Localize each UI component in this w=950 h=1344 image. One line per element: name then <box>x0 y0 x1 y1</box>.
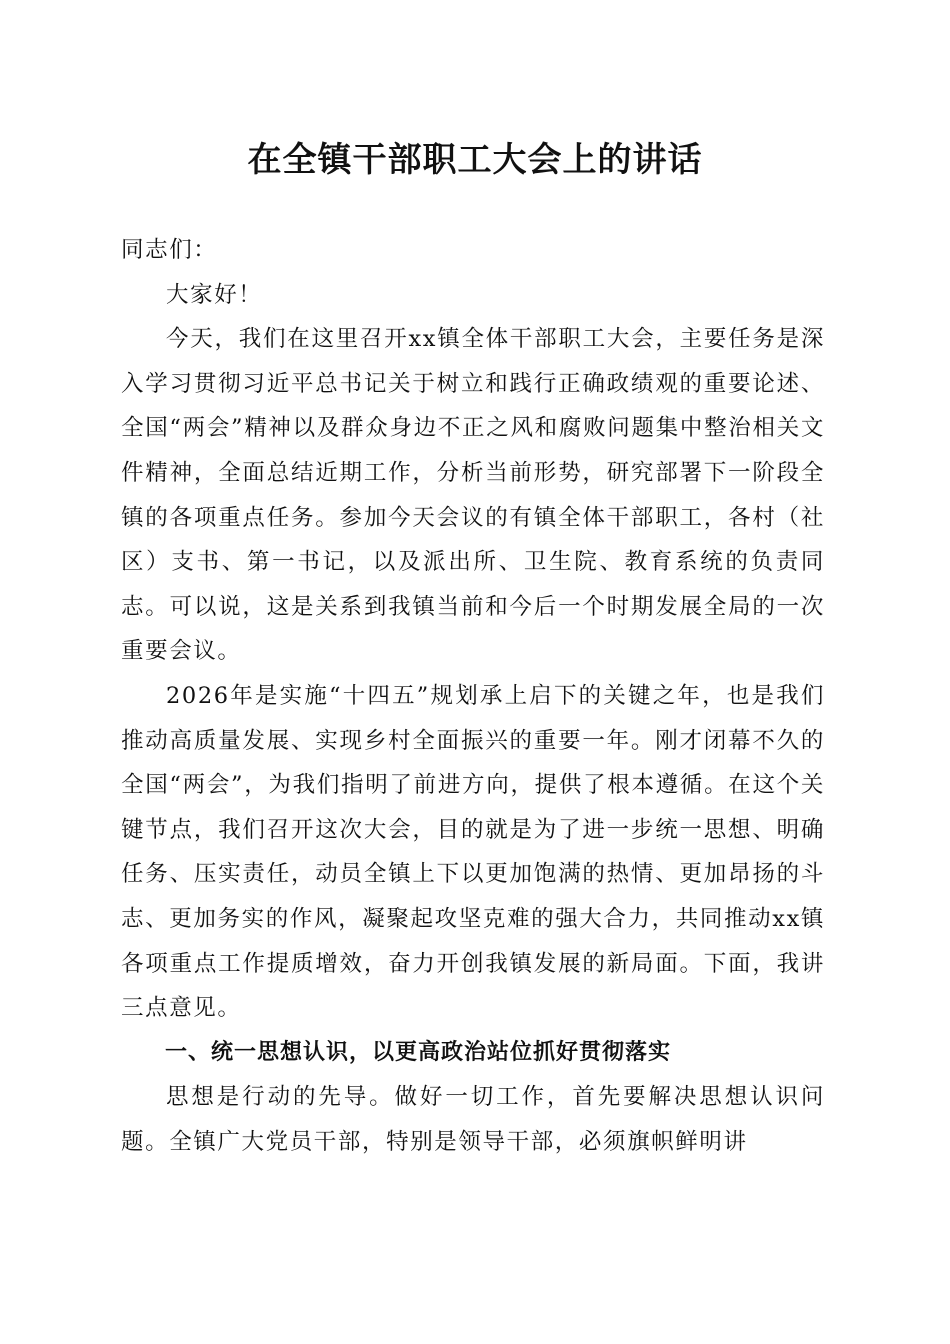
salutation: 同志们： <box>121 237 218 263</box>
document-body <box>121 228 825 1164</box>
paragraph-context: 2026年是实施“十四五”规划承上启下的关键之年，也是我们推动高质量发展、实现乡村全面振兴的重要一年。刚才闭幕不久的全国“两会”，为我们指明了前进方向，提供了根本遵循。在这个关键节点，我们召开这次大会，目的就是为了进一步统一思想、明确任务、压实责任，动员全镇上下以更加饱满的热情、更加昂扬的斗志、更加务实的作风，凝聚起攻坚克难的强大合力，共同推动xx镇各项重点工作提质增效，奋力开创我镇发展的新局面。下面，我讲三点意见。 <box>121 682 825 1022</box>
document-title: 在全镇干部职工大会上的讲话 <box>247 140 703 180</box>
section-heading-1: 一、统一思想认识，以更高政治站位抓好贯彻落实 <box>165 1039 672 1065</box>
section-paragraph-1: 思想是行动的先导。做好一切工作，首先要解决思想认识问题。全镇广大党员干部，特别是领导干部，必须旗帜鲜明讲 <box>121 1084 825 1155</box>
greeting: 大家好！ <box>166 281 263 308</box>
paragraph-intro: 今天，我们在这里召开xx镇全体干部职工大会，主要任务是深入学习贯彻习近平总书记关于树立和践行正确政绩观的重要论述、全国“两会”精神以及群众身边不正之风和腐败问题集中整治相关文件精神，全面总结近期工作，分析当前形势，研究部署下一阶段全镇的各项重点任务。参加今天会议的有镇全体干部职工，各村（社区）支书、第一书记，以及派出所、卫生院、教育系统的负责同志。可以说，这是关系到我镇当前和今后一个时期发展全局的一次重要会议。 <box>121 326 825 665</box>
